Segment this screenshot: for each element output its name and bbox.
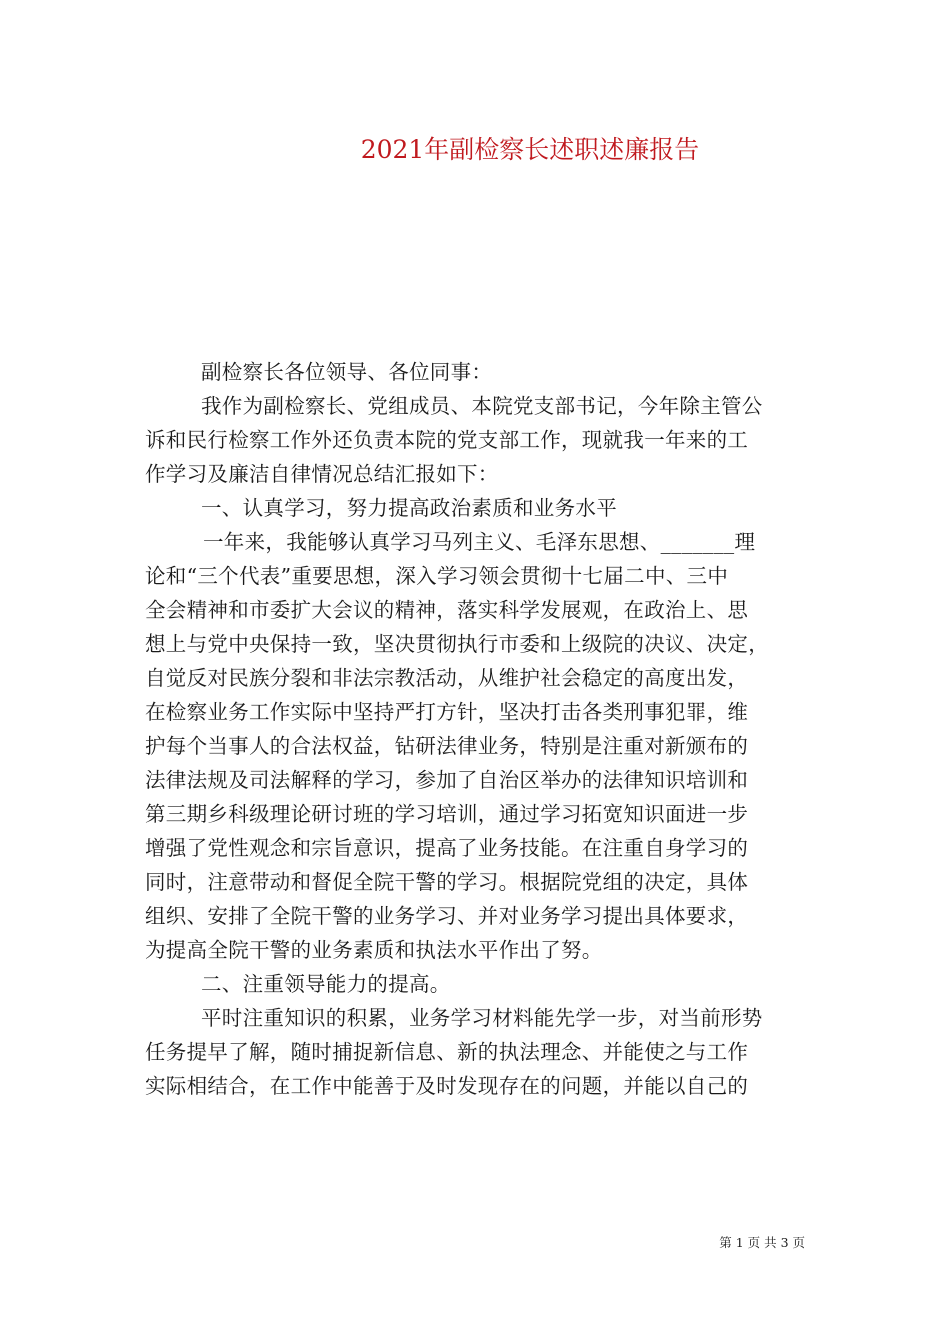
section-heading-1: 一、认真学习，努力提高政治素质和业务水平 <box>201 496 617 520</box>
paragraph-line: 论和“三个代表”重要思想，深入学习领会贯彻十七届二中、三中 <box>145 564 729 588</box>
paragraph-line: 一年来，我能够认真学习马列主义、毛泽东思想、_______理 <box>203 530 756 554</box>
document-body <box>145 355 815 1103</box>
salutation-line: 副检察长各位领导、各位同事： <box>201 360 493 384</box>
paragraph-line: 我作为副检察长、党组成员、本院党支部书记，今年除主管公 <box>201 394 763 418</box>
paragraph-line: 实际相结合，在工作中能善于及时发现存在的问题，并能以自己的 <box>145 1074 749 1098</box>
paragraph-line: 护每个当事人的合法权益，钻研法律业务，特别是注重对新颁布的 <box>145 734 749 758</box>
section-heading-2: 二、注重领导能力的提高。 <box>201 972 451 996</box>
paragraph-line: 任务提早了解，随时捕捉新信息、新的执法理念、并能使之与工作 <box>145 1040 749 1064</box>
paragraph-line: 想上与党中央保持一致，坚决贯彻执行市委和上级院的决议、决定， <box>145 632 769 656</box>
paragraph-line: 自觉反对民族分裂和非法宗教活动，从维护社会稳定的高度出发， <box>145 666 749 690</box>
paragraph-line: 增强了党性观念和宗旨意识，提高了业务技能。在注重自身学习的 <box>145 836 749 860</box>
paragraph-line: 第三期乡科级理论研讨班的学习培训，通过学习拓宽知识面进一步 <box>145 802 749 826</box>
paragraph-line: 为提高全院干警的业务素质和执法水平作出了努。 <box>145 938 603 962</box>
paragraph-line: 在检察业务工作实际中坚持严打方针，坚决打击各类刑事犯罪，维 <box>145 700 749 724</box>
paragraph-line: 平时注重知识的积累，业务学习材料能先学一步，对当前形势 <box>201 1006 763 1030</box>
page-number-footer: 第 1 页 共 3 页 <box>719 1235 805 1250</box>
paragraph-line: 全会精神和市委扩大会议的精神，落实科学发展观，在政治上、思 <box>145 598 749 622</box>
paragraph-line: 组织、安排了全院干警的业务学习、并对业务学习提出具体要求， <box>145 904 749 928</box>
paragraph-line: 同时，注意带动和督促全院干警的学习。根据院党组的决定，具体 <box>145 870 749 894</box>
paragraph-line: 作学习及廉洁自律情况总结汇报如下： <box>145 462 499 486</box>
paragraph-line: 法律法规及司法解释的学习，参加了自治区举办的法律知识培训和 <box>145 768 749 792</box>
document-title: 2021年副检察长述职述廉报告 <box>360 135 700 164</box>
paragraph-line: 诉和民行检察工作外还负责本院的党支部工作，现就我一年来的工 <box>145 428 749 452</box>
